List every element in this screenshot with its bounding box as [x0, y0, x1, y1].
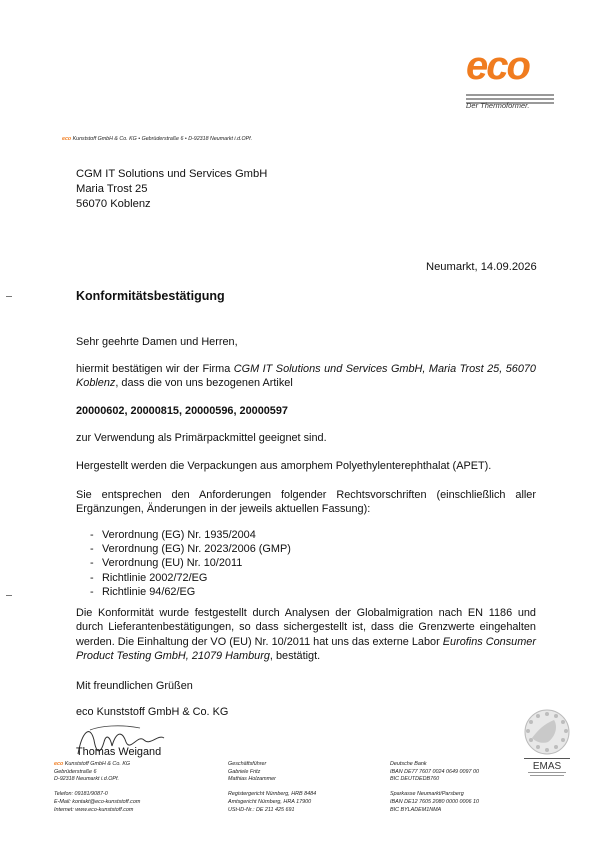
- paragraph-material: Hergestellt werden die Verpackungen aus amorphem Polyethylenterephthalat (APET).: [76, 460, 492, 472]
- sender-address: Kunststoff GmbH & Co. KG • Gebrüderstraße 6 • D-92318 Neumarkt i.d.OPf.: [72, 136, 253, 142]
- footer-brand: eco: [54, 761, 64, 767]
- paragraph-regulations-intro: Sie entsprechen den Anforderungen folgender Rechtsvorschriften (einschließlich aller Ergänzungen, Änderungen in der jeweils aktuellen Fassung):: [76, 489, 536, 516]
- sender-brand: eco: [62, 136, 72, 142]
- p1-before: hiermit bestätigen wir der Firma: [76, 363, 234, 375]
- list-item: - Richtlinie 94/62/EG: [90, 585, 196, 598]
- regulation-list: [90, 528, 291, 599]
- list-item: - Verordnung (EG) Nr. 2023/2006 (GMP): [90, 543, 291, 556]
- footer-company: eco Kunststoff GmbH & Co. KG Gebrüderstraße 6 D-92318 Neumarkt i.d.OPf. Telefon: 09181/9087-0 E-Mail: kontakt@eco-kunststoff.com Internet: www.eco-kunststoff.com: [54, 761, 141, 813]
- p1-company: CGM IT Solutions und Services GmbH, Maria Trost 25, 56070 Koblenz: [76, 363, 536, 390]
- salutation: Sehr geehrte Damen und Herren,: [76, 336, 238, 348]
- letter-date: Neumarkt, 14.09.2026: [426, 261, 537, 273]
- paragraph-usage: zur Verwendung als Primärpackmittel geeignet sind.: [76, 432, 327, 444]
- footer-management: Geschäftsführer Gabriele Fritz Mathias Holzammer Registergericht Nürnberg, HRB 8484 Amtsgericht Nürnberg, HRA 17900 USt-ID-Nr.: DE 211 425 691: [228, 761, 317, 813]
- list-item: - Verordnung (EG) Nr. 1935/2004: [90, 529, 256, 541]
- logo-text: eco: [466, 44, 529, 88]
- list-item: - Verordnung (EU) Nr. 10/2011: [90, 557, 243, 570]
- recipient-line: CGM IT Solutions und Services GmbH: [76, 168, 268, 180]
- paragraph-conformity: [76, 606, 536, 664]
- recipient-line: 56070 Koblenz: [76, 198, 151, 210]
- punch-mark: [6, 595, 12, 596]
- fold-mark: [6, 296, 12, 297]
- recipient-line: Maria Trost 25: [76, 183, 148, 195]
- letter-subject: Konformitätsbestätigung: [76, 289, 225, 303]
- p1-after: , dass die von uns bezogenen Artikel: [115, 377, 293, 390]
- emas-logo: [518, 700, 576, 780]
- recipient-address: [76, 167, 267, 212]
- company-name: eco Kunststoff GmbH & Co. KG: [76, 706, 229, 718]
- closing: Mit freundlichen Grüßen: [76, 680, 193, 692]
- brand-tagline: Der Thermoformer.: [466, 101, 530, 110]
- p5-lab: Eurofins Consumer Product Testing GmbH, 21079 Hamburg: [76, 635, 536, 663]
- article-numbers: 20000602, 20000815, 20000596, 20000597: [76, 405, 288, 417]
- sender-line: [62, 136, 252, 142]
- emas-label: EMAS: [532, 761, 562, 772]
- footer-bank: Deutsche Bank IBAN DE77 7607 0024 0649 0097 00 BIC DEUTDEDB760 Sparkasse Neumarkt/Parsberg IBAN DE12 7605 2080 0000 0006 10 BIC BYLADEM1NMA: [390, 761, 480, 813]
- p5-before: Die Konformität wurde festgestellt durch Analysen der Globalmigration nach EN 1186 und durch Lieferantenbestätigungen, so dass sichergestellt ist, dass die Grenzwerte eingehalten werden. Die Einhaltung der VO (EU) Nr. 10/2011 hat uns das externe Labor: [76, 607, 536, 648]
- list-item: - Richtlinie 2002/72/EG: [90, 571, 208, 584]
- p5-after: , bestätigt.: [269, 650, 321, 663]
- signatory-name: Thomas Weigand: [76, 746, 162, 758]
- paragraph-confirmation: [76, 362, 536, 391]
